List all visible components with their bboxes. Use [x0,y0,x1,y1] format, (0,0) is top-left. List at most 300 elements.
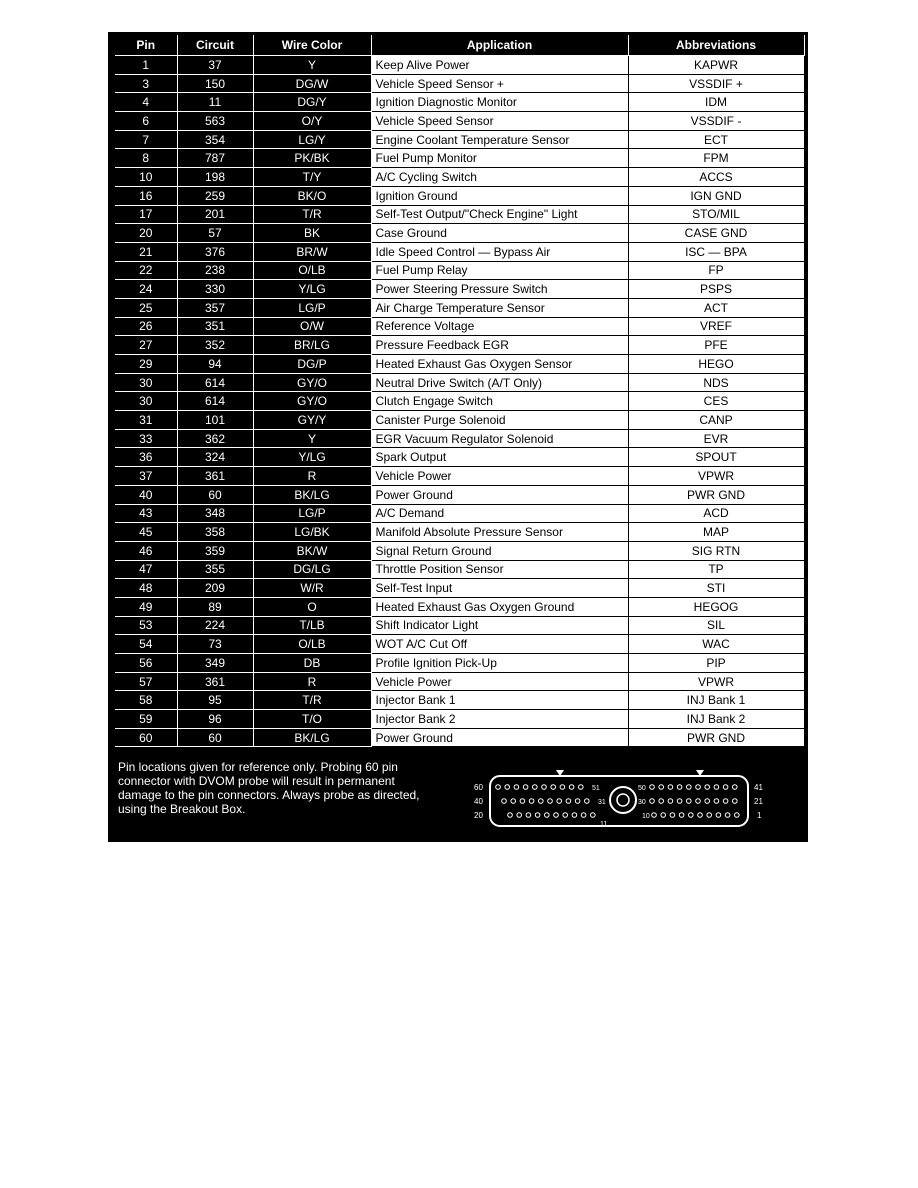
application-cell: Self-Test Input [371,579,628,598]
application-cell: Power Ground [371,485,628,504]
pinout-table [115,35,805,747]
abbreviation-cell: FPM [628,149,804,168]
application-cell: Neutral Drive Switch (A/T Only) [371,373,628,392]
header-application: Application [371,35,628,56]
abbreviation-cell: PIP [628,654,804,673]
connector-pin [529,799,534,804]
abbreviation-cell: SIL [628,616,804,635]
pin-cell: 17 [115,205,177,224]
table-row [115,541,804,560]
wire-color-cell: O/LB [253,635,371,654]
connector-pin [520,799,525,804]
abbreviation-cell: EVR [628,429,804,448]
wire-color-cell: LG/P [253,504,371,523]
wire-color-cell: T/R [253,691,371,710]
pin-cell: 4 [115,93,177,112]
connector-pin [705,785,710,790]
abbreviation-cell: ACT [628,298,804,317]
pin-cell: 30 [115,373,177,392]
pin-label-11: 11 [600,821,608,828]
wire-color-cell: DB [253,654,371,673]
table-row [115,74,804,93]
connector-pin [585,799,590,804]
wire-color-cell: PK/BK [253,149,371,168]
pin-cell: 6 [115,112,177,131]
connector-pin [679,813,684,818]
pin-cell: 60 [115,728,177,747]
wire-color-cell: O [253,597,371,616]
application-cell: Vehicle Speed Sensor [371,112,628,131]
pin-cell: 37 [115,467,177,486]
pin-cell: 3 [115,74,177,93]
abbreviation-cell: VPWR [628,672,804,691]
pinout-table-body [115,56,804,747]
pin-cell: 25 [115,298,177,317]
pin-cell: 45 [115,523,177,542]
pin-cell: 10 [115,168,177,187]
table-row [115,597,804,616]
circuit-cell: 362 [177,429,253,448]
circuit-cell: 89 [177,597,253,616]
table-row [115,280,804,299]
connector-pin [698,813,703,818]
abbreviation-cell: VSSDIF - [628,112,804,131]
application-cell: Injector Bank 1 [371,691,628,710]
circuit-cell: 563 [177,112,253,131]
connector-pin [650,799,655,804]
table-row [115,467,804,486]
application-cell: Power Steering Pressure Switch [371,280,628,299]
circuit-cell: 95 [177,691,253,710]
table-row [115,635,804,654]
table-row [115,298,804,317]
circuit-cell: 73 [177,635,253,654]
table-row [115,317,804,336]
pin-cell: 56 [115,654,177,673]
wire-color-cell: W/R [253,579,371,598]
application-cell: Vehicle Power [371,467,628,486]
table-row [115,411,804,430]
pin-cell: 33 [115,429,177,448]
application-cell: Case Ground [371,224,628,243]
connector-pin [687,785,692,790]
connector-pin [733,799,738,804]
connector-pin [714,785,719,790]
pin-cell: 27 [115,336,177,355]
wire-color-cell: O/LB [253,261,371,280]
pin-cell: 24 [115,280,177,299]
application-cell: Fuel Pump Relay [371,261,628,280]
abbreviation-cell: PFE [628,336,804,355]
wire-color-cell: DG/Y [253,93,371,112]
connector-pin [548,799,553,804]
connector-pin [505,785,510,790]
connector-pin [733,785,738,790]
pin-label-20: 20 [474,811,483,820]
circuit-cell: 96 [177,710,253,729]
table-row [115,242,804,261]
table-row [115,373,804,392]
abbreviation-cell: INJ Bank 1 [628,691,804,710]
connector-pin [650,785,655,790]
circuit-cell: 60 [177,728,253,747]
application-cell: Fuel Pump Monitor [371,149,628,168]
pin-cell: 47 [115,560,177,579]
pin-cell: 1 [115,56,177,75]
table-row [115,261,804,280]
circuit-cell: 376 [177,242,253,261]
application-cell: Ignition Diagnostic Monitor [371,93,628,112]
abbreviation-cell: ECT [628,130,804,149]
pinout-sheet [108,32,808,842]
wire-color-cell: Y [253,429,371,448]
abbreviation-cell: ACCS [628,168,804,187]
connector-pin [579,785,584,790]
note-line: damage to the pin connectors. Always probe as directed, [118,788,420,802]
pin-label-60: 60 [474,783,483,792]
table-row [115,112,804,131]
circuit-cell: 224 [177,616,253,635]
pin-cell: 7 [115,130,177,149]
abbreviation-cell: ACD [628,504,804,523]
wire-color-cell: O/W [253,317,371,336]
abbreviation-cell: IGN GND [628,186,804,205]
circuit-cell: 11 [177,93,253,112]
abbreviation-cell: SPOUT [628,448,804,467]
connector-pin [572,813,577,818]
connector-pin [696,799,701,804]
wire-color-cell: Y [253,56,371,75]
connector-pin [659,785,664,790]
connector-pin [705,799,710,804]
connector-pin [696,785,701,790]
circuit-cell: 60 [177,485,253,504]
note-line: connector with DVOM probe will result in permanent [118,774,395,788]
wire-color-cell: BK [253,224,371,243]
header-abbreviations: Abbreviations [628,35,804,56]
wire-color-cell: R [253,672,371,691]
pin-label-40: 40 [474,797,483,806]
pin-label-51: 51 [592,785,600,792]
pin-label-31: 31 [598,799,606,806]
wire-color-cell: T/LB [253,616,371,635]
connector-pin [677,785,682,790]
circuit-cell: 198 [177,168,253,187]
circuit-cell: 351 [177,317,253,336]
connector-pin [591,813,596,818]
note-line: using the Breakout Box. [118,802,246,816]
abbreviation-cell: VPWR [628,467,804,486]
table-row [115,504,804,523]
wire-color-cell: BK/W [253,541,371,560]
connector-pin [689,813,694,818]
wire-color-cell: LG/P [253,298,371,317]
pin-cell: 8 [115,149,177,168]
table-row [115,336,804,355]
pin-cell: 59 [115,710,177,729]
application-cell: Reference Voltage [371,317,628,336]
table-row [115,710,804,729]
probe-warning-note [118,760,463,816]
circuit-cell: 361 [177,467,253,486]
table-row [115,149,804,168]
connector-pin [539,799,544,804]
table-row [115,672,804,691]
connector-pin [716,813,721,818]
pin-label-41: 41 [754,783,763,792]
header-wire-color: Wire Color [253,35,371,56]
circuit-cell: 324 [177,448,253,467]
connector-pin [735,813,740,818]
wire-color-cell: T/Y [253,168,371,187]
wire-color-cell: Y/LG [253,448,371,467]
table-row [115,224,804,243]
application-cell: Engine Coolant Temperature Sensor [371,130,628,149]
connector-pin [557,799,562,804]
wire-color-cell: GY/O [253,392,371,411]
connector-pin [723,785,728,790]
connector-pin [566,799,571,804]
connector-pin [723,799,728,804]
application-cell: Throttle Position Sensor [371,560,628,579]
circuit-cell: 150 [177,74,253,93]
table-row [115,485,804,504]
pin-cell: 53 [115,616,177,635]
table-row [115,448,804,467]
wire-color-cell: BR/W [253,242,371,261]
application-cell: Profile Ignition Pick-Up [371,654,628,673]
abbreviation-cell: CANP [628,411,804,430]
application-cell: A/C Cycling Switch [371,168,628,187]
connector-pin [668,785,673,790]
circuit-cell: 37 [177,56,253,75]
wire-color-cell: BK/LG [253,728,371,747]
abbreviation-cell: TP [628,560,804,579]
circuit-cell: 209 [177,579,253,598]
connector-pin [514,785,519,790]
abbreviation-cell: CES [628,392,804,411]
application-cell: Ignition Ground [371,186,628,205]
wire-color-cell: BR/LG [253,336,371,355]
abbreviation-cell: VSSDIF + [628,74,804,93]
connector-pin [661,813,666,818]
pin-cell: 31 [115,411,177,430]
pin-cell: 21 [115,242,177,261]
abbreviation-cell: VREF [628,317,804,336]
circuit-cell: 361 [177,672,253,691]
note-line: Pin locations given for reference only. Probing 60 pin [118,760,398,774]
circuit-cell: 787 [177,149,253,168]
connector-pin [670,813,675,818]
wire-color-cell: DG/P [253,355,371,374]
circuit-cell: 359 [177,541,253,560]
circuit-cell: 354 [177,130,253,149]
circuit-cell: 614 [177,392,253,411]
circuit-cell: 614 [177,373,253,392]
circuit-cell: 357 [177,298,253,317]
wire-color-cell: BK/LG [253,485,371,504]
connector-pin [523,785,528,790]
abbreviation-cell: CASE GND [628,224,804,243]
connector-pin [551,785,556,790]
application-cell: Air Charge Temperature Sensor [371,298,628,317]
abbreviation-cell: INJ Bank 2 [628,710,804,729]
application-cell: A/C Demand [371,504,628,523]
circuit-cell: 352 [177,336,253,355]
connector-pin [687,799,692,804]
connector-pin [535,813,540,818]
wire-color-cell: GY/Y [253,411,371,430]
application-cell: WOT A/C Cut Off [371,635,628,654]
abbreviation-cell: ISC — BPA [628,242,804,261]
abbreviation-cell: MAP [628,523,804,542]
connector-pin [533,785,538,790]
circuit-cell: 94 [177,355,253,374]
connector-pin [707,813,712,818]
pin-cell: 43 [115,504,177,523]
pin-cell: 20 [115,224,177,243]
connector-pin [575,799,580,804]
application-cell: Power Ground [371,728,628,747]
circuit-cell: 238 [177,261,253,280]
connector-pin [526,813,531,818]
header-circuit: Circuit [177,35,253,56]
table-header-row [115,35,804,56]
wire-color-cell: DG/LG [253,560,371,579]
pin-cell: 26 [115,317,177,336]
abbreviation-cell: HEGOG [628,597,804,616]
connector-pin [659,799,664,804]
pin-cell: 46 [115,541,177,560]
table-row [115,392,804,411]
circuit-cell: 348 [177,504,253,523]
wire-color-cell: GY/O [253,373,371,392]
connector-pin [725,813,730,818]
table-row [115,56,804,75]
pin-cell: 54 [115,635,177,654]
pin-cell: 58 [115,691,177,710]
connector-pin [569,785,574,790]
pin-cell: 29 [115,355,177,374]
connector-pin [496,785,501,790]
application-cell: Canister Purge Solenoid [371,411,628,430]
abbreviation-cell: PWR GND [628,728,804,747]
table-row [115,579,804,598]
table-row [115,93,804,112]
circuit-cell: 358 [177,523,253,542]
connector-pin [517,813,522,818]
connector-pin [668,799,673,804]
connector-pin [545,813,550,818]
connector-pin [560,785,565,790]
pin-cell: 49 [115,597,177,616]
pin-cell: 57 [115,672,177,691]
connector-diagram [472,766,768,838]
pin-cell: 30 [115,392,177,411]
circuit-cell: 349 [177,654,253,673]
application-cell: Heated Exhaust Gas Oxygen Sensor [371,355,628,374]
connector-pin [714,799,719,804]
wire-color-cell: DG/W [253,74,371,93]
abbreviation-cell: HEGO [628,355,804,374]
wire-color-cell: BK/O [253,186,371,205]
connector-pin [677,799,682,804]
circuit-cell: 101 [177,411,253,430]
table-row [115,728,804,747]
connector-pin [554,813,559,818]
table-row [115,616,804,635]
note-box [112,752,804,838]
header-pin: Pin [115,35,177,56]
connector-pin [581,813,586,818]
abbreviation-cell: STI [628,579,804,598]
connector-pin [502,799,507,804]
pin-label-30: 30 [638,799,646,806]
table-row [115,186,804,205]
wire-color-cell: LG/Y [253,130,371,149]
application-cell: Idle Speed Control — Bypass Air [371,242,628,261]
wire-color-cell: LG/BK [253,523,371,542]
abbreviation-cell: FP [628,261,804,280]
application-cell: Manifold Absolute Pressure Sensor [371,523,628,542]
connector-pin [652,813,657,818]
connector-pin [508,813,513,818]
connector-pin [542,785,547,790]
abbreviation-cell: WAC [628,635,804,654]
circuit-cell: 330 [177,280,253,299]
abbreviation-cell: IDM [628,93,804,112]
wire-color-cell: O/Y [253,112,371,131]
connector-pin [511,799,516,804]
circuit-cell: 57 [177,224,253,243]
application-cell: Heated Exhaust Gas Oxygen Ground [371,597,628,616]
pin-cell: 36 [115,448,177,467]
abbreviation-cell: STO/MIL [628,205,804,224]
pin-label-1: 1 [757,811,762,820]
application-cell: Vehicle Power [371,672,628,691]
circuit-cell: 355 [177,560,253,579]
pin-label-21: 21 [754,797,763,806]
abbreviation-cell: PSPS [628,280,804,299]
abbreviation-cell: SIG RTN [628,541,804,560]
application-cell: Shift Indicator Light [371,616,628,635]
wire-color-cell: Y/LG [253,280,371,299]
application-cell: EGR Vacuum Regulator Solenoid [371,429,628,448]
table-row [115,205,804,224]
table-row [115,560,804,579]
pin-cell: 16 [115,186,177,205]
abbreviation-cell: NDS [628,373,804,392]
application-cell: Spark Output [371,448,628,467]
pin-cell: 40 [115,485,177,504]
circuit-cell: 259 [177,186,253,205]
table-row [115,355,804,374]
application-cell: Pressure Feedback EGR [371,336,628,355]
application-cell: Injector Bank 2 [371,710,628,729]
application-cell: Signal Return Ground [371,541,628,560]
wire-color-cell: T/O [253,710,371,729]
application-cell: Self-Test Output/"Check Engine" Light [371,205,628,224]
pin-label-10: 10 [642,813,650,820]
table-row [115,523,804,542]
table-row [115,691,804,710]
table-row [115,130,804,149]
connector-pin [563,813,568,818]
wire-color-cell: R [253,467,371,486]
table-row [115,168,804,187]
circuit-cell: 201 [177,205,253,224]
abbreviation-cell: KAPWR [628,56,804,75]
